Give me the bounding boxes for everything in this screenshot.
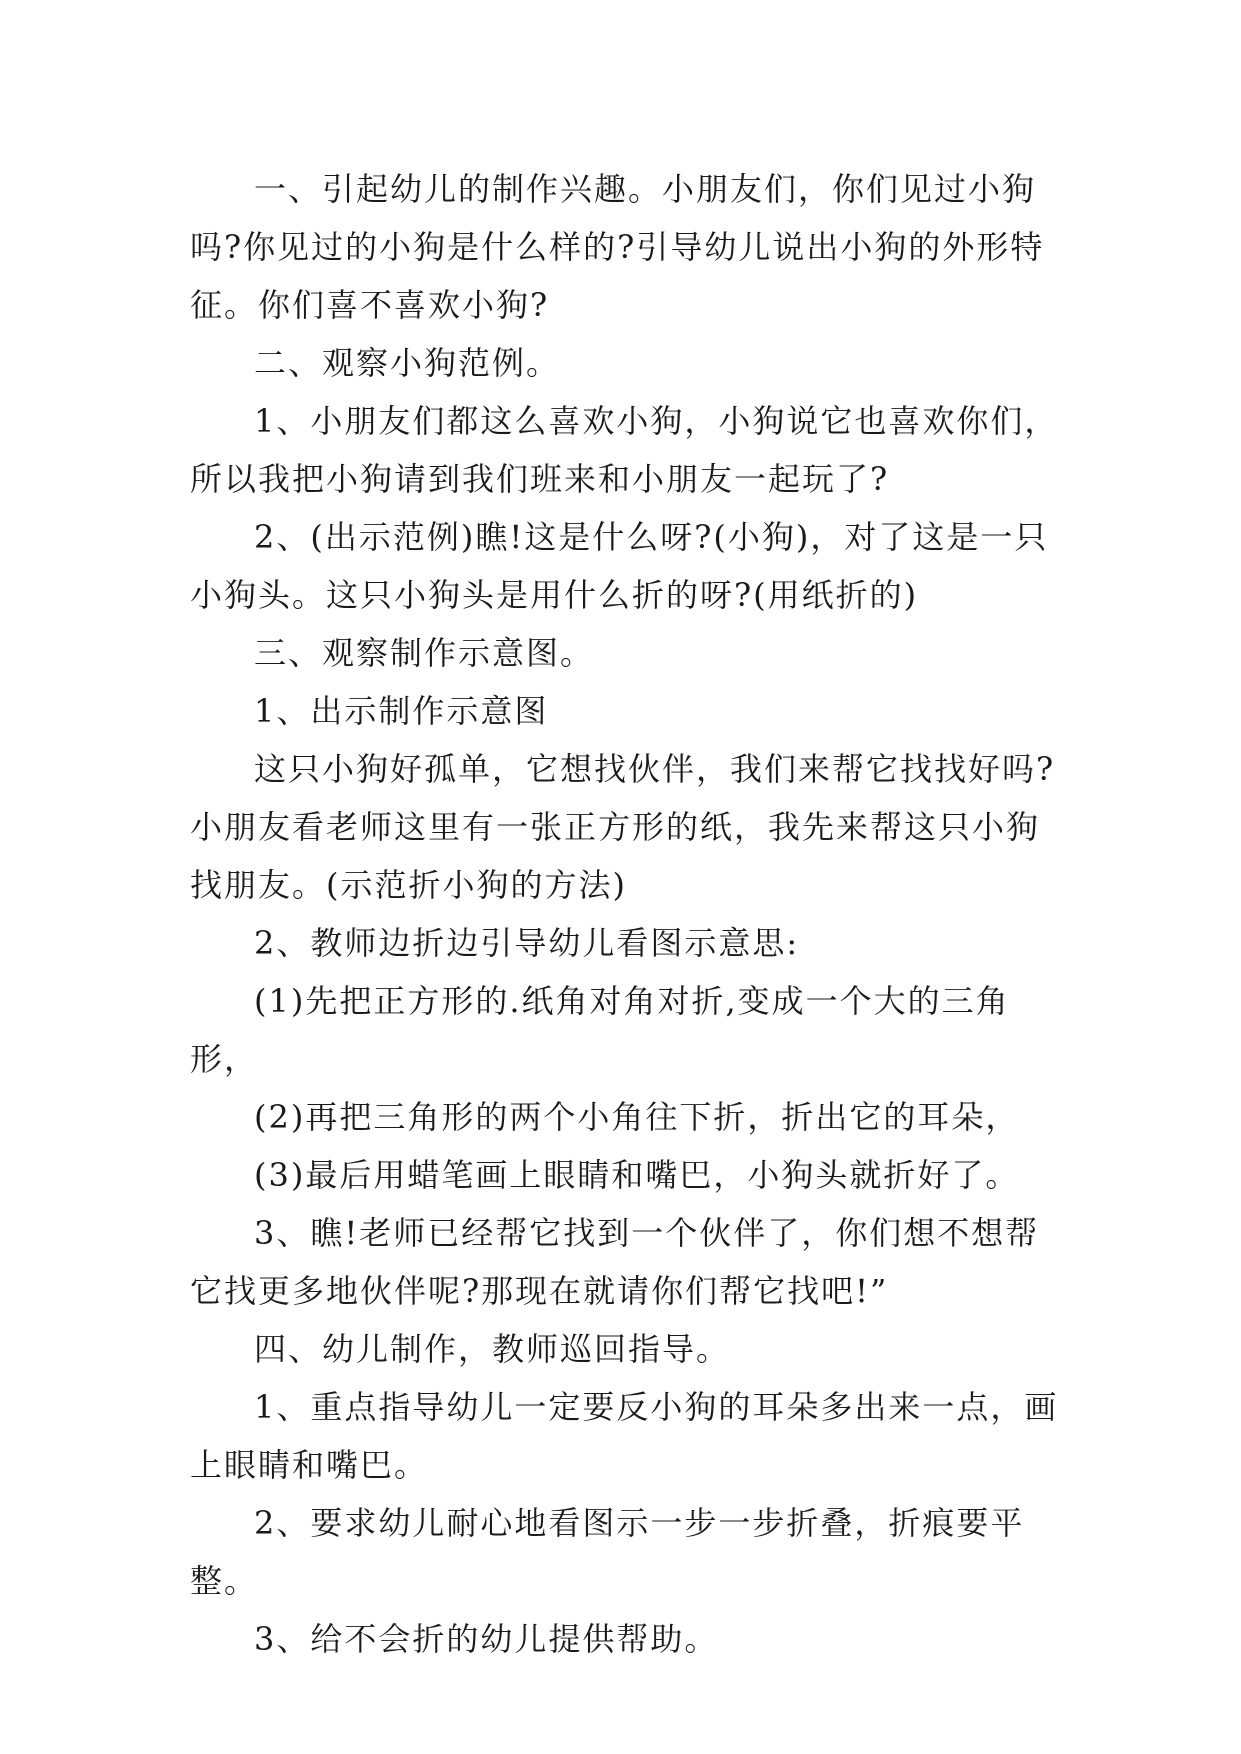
paragraph: 1、小朋友们都这么喜欢小狗，小狗说它也喜欢你们，所以我把小狗请到我们班来和小朋友一起玩了? (190, 402, 1059, 498)
paragraph: 3、瞧!老师已经帮它找到一个伙伴了，你们想不想帮它找更多地伙伴呢?那现在就请你们帮它找吧!” (190, 1214, 1040, 1310)
paragraph: 1、重点指导幼儿一定要反小狗的耳朵多出来一点，画上眼睛和嘴巴。 (190, 1388, 1059, 1484)
paragraph: 2、要求幼儿耐心地看图示一步一步折叠，折痕要平整。 (190, 1504, 1025, 1600)
paragraph: 1、出示制作示意图 (254, 692, 549, 730)
paragraph: 这只小狗好孤单，它想找伙伴，我们来帮它找找好吗?小朋友看老师这里有一张正方形的纸，我先来帮这只小狗找朋友。(示范折小狗的方法) (190, 750, 1056, 904)
section-heading-3: 三、观察制作示意图。 (254, 634, 595, 672)
section-heading-1-paragraph: 一、引起幼儿的制作兴趣。小朋友们，你们见过小狗吗?你见过的小狗是什么样的?引导幼儿说出小狗的外形特征。你们喜不喜欢小狗? (190, 170, 1045, 324)
section-heading-4: 四、幼儿制作，教师巡回指导。 (254, 1330, 731, 1368)
list-step: (1)先把正方形的.纸角对角对折,变成一个大的三角形， (190, 982, 1010, 1078)
list-step: (2)再把三角形的两个小角往下折，折出它的耳朵， (254, 1098, 1020, 1136)
list-step: (3)最后用蜡笔画上眼睛和嘴巴，小狗头就折好了。 (254, 1156, 1020, 1194)
document-body (190, 160, 1070, 1668)
paragraph: 2、教师边折边引导幼儿看图示意思: (254, 924, 800, 962)
paragraph: 3、给不会折的幼儿提供帮助。 (254, 1620, 719, 1658)
paragraph: 2、(出示范例)瞧!这是什么呀?(小狗)，对了这是一只小狗头。这只小狗头是用什么折的呀?(用纸折的) (190, 518, 1049, 614)
section-heading-2: 二、观察小狗范例。 (254, 344, 561, 382)
